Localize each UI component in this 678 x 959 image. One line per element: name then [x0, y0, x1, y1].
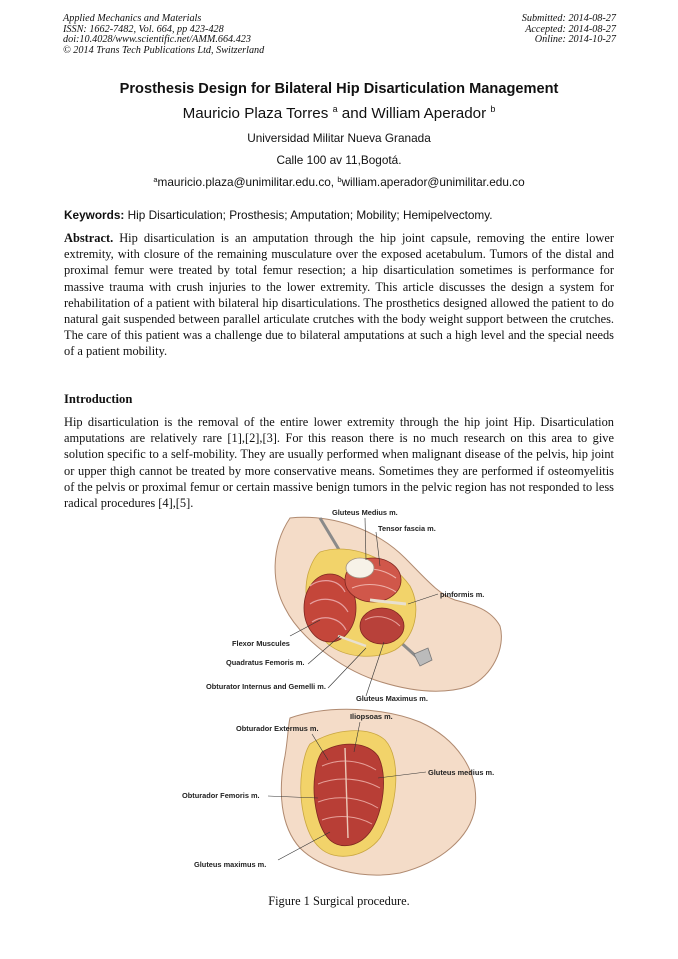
email-a-sup: a	[153, 175, 158, 184]
dates-header	[522, 14, 616, 46]
author-1-sup: a	[332, 104, 338, 114]
email-b[interactable]: william.aperador@unimilitar.edu.co	[341, 175, 525, 189]
institution: Universidad Militar Nueva Granada	[247, 131, 431, 145]
author-and: and	[337, 105, 372, 122]
keywords	[64, 208, 620, 222]
label-tensor-fascia: Tensor fascia m.	[378, 524, 436, 533]
abstract	[64, 230, 614, 360]
label-gluteus-medius-bottom: Gluteus medius m.	[428, 768, 495, 777]
surgical-figure	[170, 508, 510, 884]
label-pinformis: pinformis m.	[440, 590, 485, 599]
label-obturador-femoris: Obturador Femoris m.	[182, 791, 260, 800]
label-gluteus-maximus-top: Gluteus Maximus m.	[356, 694, 428, 703]
online-date: Online: 2014-10-27	[534, 34, 616, 46]
submitted-date: Submitted: 2014-08-27	[521, 13, 616, 24]
email-b-sup: b	[337, 175, 342, 184]
copyright: © 2014 Trans Tech Publications Ltd, Switzerland	[63, 44, 265, 56]
label-obturator-internus: Obturator Internus and Gemelli m.	[206, 682, 326, 691]
author-1: Mauricio Plaza Torres	[182, 105, 329, 122]
figure-caption: Figure 1 Surgical procedure.	[268, 894, 410, 908]
keywords-label: Keywords:	[64, 208, 125, 222]
address: Calle 100 av 11,Bogotá.	[276, 153, 402, 167]
label-iliopsoas: Iliopsoas m.	[350, 712, 393, 721]
bottom-illustration	[281, 709, 475, 875]
label-gluteus-maximus-bottom: Gluteus maximus m.	[194, 860, 267, 869]
keywords-text: Hip Disarticulation; Prosthesis; Amputation; Mobility; Hemipelvectomy.	[127, 208, 493, 222]
author-2: William Aperador	[371, 105, 487, 122]
label-obturador-externus: Obturador Extermus m.	[236, 724, 319, 733]
abstract-label: Abstract.	[64, 231, 114, 245]
label-flexor: Flexor Muscules	[232, 639, 290, 648]
email-a[interactable]: mauricio.plaza@unimilitar.edu.co,	[157, 175, 338, 189]
author-line	[0, 104, 678, 122]
issn: ISSN: 1662-7482, Vol. 664, pp 423-428	[63, 23, 224, 35]
author-2-sup: b	[490, 104, 496, 114]
paper-title: Prosthesis Design for Bilateral Hip Disarticulation Management	[119, 81, 559, 97]
top-illustration	[275, 517, 501, 691]
label-gluteus-medius: Gluteus Medius m.	[332, 508, 398, 517]
journal-header	[63, 14, 264, 56]
doi: doi:10.4028/www.scientific.net/AMM.664.423	[63, 34, 251, 46]
introduction-text: Hip disarticulation is the removal of the entire lower extremity through the hip joint Hip. Disarticulation amputations are relatively rare [1],[2],[3]. For this reason there is no much research on this area to give solution specific to a self-mobility. They are usually performed when malignant disease of the pelvis, hip joint or upper thigh cannot be treated by more conservative means. Sometimes they are performed if osteomyelitis of the pelvis or proximal femur or certain massive benign tumors in the pelvic region has not responded to less radical procedures [4],[5].	[64, 415, 614, 511]
introduction-heading: Introduction	[64, 392, 133, 406]
accepted-date: Accepted: 2014-08-27	[525, 23, 616, 35]
emails	[0, 175, 678, 189]
journal-name: Applied Mechanics and Materials	[63, 13, 202, 24]
surgical-illustration	[170, 508, 510, 884]
label-quadratus: Quadratus Femoris m.	[226, 658, 305, 667]
abstract-text: Hip disarticulation is an amputation through the hip joint capsule, removing the entire lower extremity, with closure of the remaining musculature over the exposed acetabulum. Tumors of the distal and proximal femur were treated by total femur resection; a hip disarticulation sometimes is performance for massive trauma with crush injuries to the lower extremity. This article discusses the design a system for rehabilitation of a patient with bilateral hip disarticulations. The prosthetics designed allowed the patient to do natural gait suspended between parallel articulate crutches with the body weight support between the crutches. The care of this patient was a challenge due to bilateral amputations at such a high level and the special needs of a patient mobility.	[64, 231, 614, 359]
